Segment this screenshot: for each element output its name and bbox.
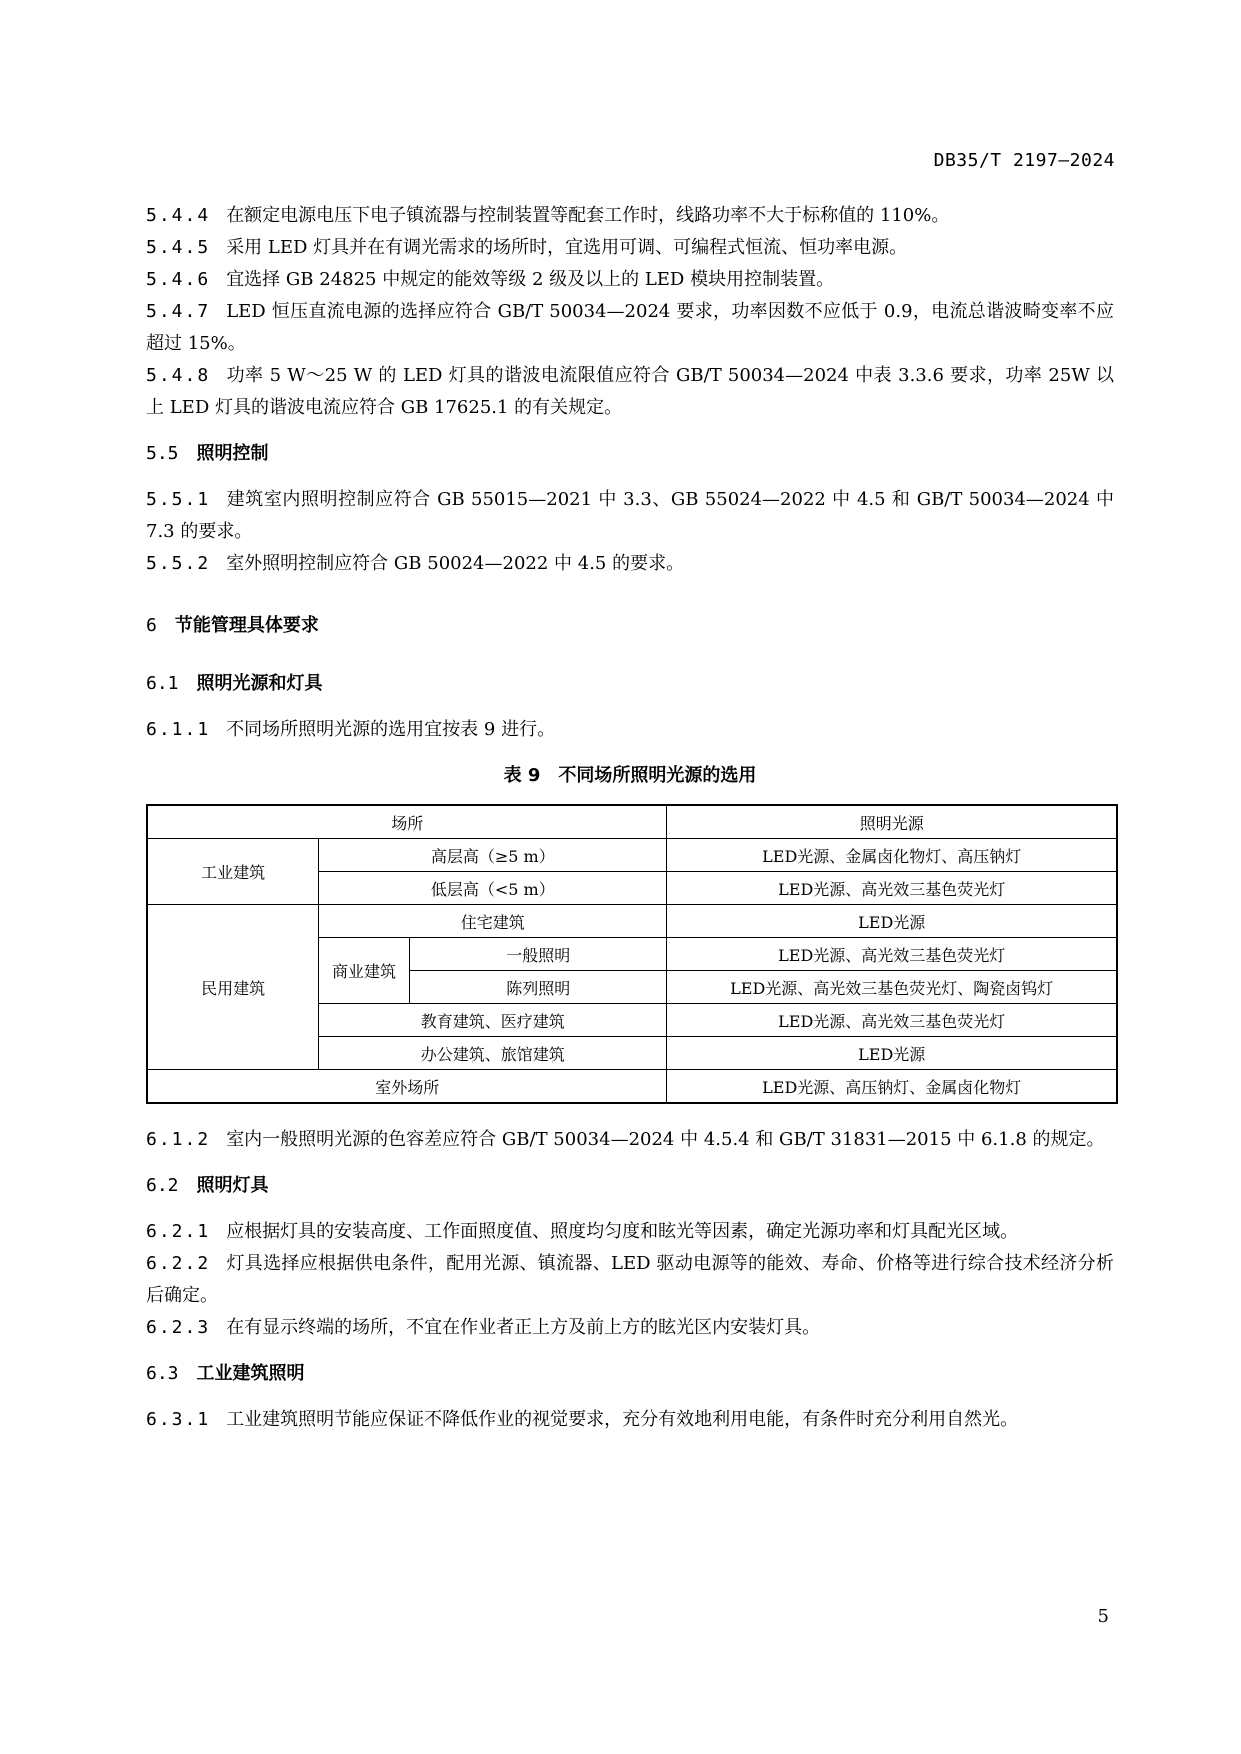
table-cell-outdoor: 室外场所 bbox=[147, 1070, 667, 1104]
table-9-caption bbox=[146, 760, 1114, 792]
clause-number: 6.2.1 bbox=[146, 1221, 211, 1242]
clause-6-2-3 bbox=[146, 1312, 1114, 1344]
clause-number: 6.1.2 bbox=[146, 1129, 211, 1150]
heading-number: 6 bbox=[146, 615, 157, 636]
clause-number: 5.5.2 bbox=[146, 553, 211, 574]
table-cell: LED光源 bbox=[667, 905, 1117, 938]
heading-6-1 bbox=[146, 668, 1114, 700]
table-caption-title: 不同场所照明光源的选用 bbox=[558, 765, 757, 786]
clause-text: 应根据灯具的安装高度、工作面照度值、照度均匀度和眩光等因素，确定光源功率和灯具配光区域。 bbox=[226, 1221, 1019, 1242]
clause-text: LED 恒压直流电源的选择应符合 GB/T 50034—2024 要求，功率因数不应低于 0.9，电流总谐波畸变率不应超过 15%。 bbox=[146, 301, 1114, 354]
clause-text: 宜选择 GB 24825 中规定的能效等级 2 级及以上的 LED 模块用控制装置。 bbox=[226, 269, 835, 290]
clause-6-1-2 bbox=[146, 1124, 1114, 1156]
clause-number: 6.3.1 bbox=[146, 1409, 211, 1430]
page-number: 5 bbox=[1097, 1606, 1109, 1627]
heading-title: 节能管理具体要求 bbox=[174, 615, 319, 636]
clause-text: 在有显示终端的场所，不宜在作业者正上方及前上方的眩光区内安装灯具。 bbox=[226, 1317, 821, 1338]
heading-6 bbox=[146, 610, 1114, 642]
table-cell-industrial: 工业建筑 bbox=[147, 839, 319, 905]
clause-text: 室外照明控制应符合 GB 50024—2022 中 4.5 的要求。 bbox=[226, 553, 685, 574]
clause-number: 6.2.3 bbox=[146, 1317, 211, 1338]
clause-number: 5.4.7 bbox=[146, 301, 211, 322]
table-cell: LED光源、金属卤化物灯、高压钠灯 bbox=[667, 839, 1117, 872]
clause-text: 室内一般照明光源的色容差应符合 GB/T 50034—2024 中 4.5.4 和 GB/T 31831—2015 中 6.1.8 的规定。 bbox=[226, 1129, 1105, 1150]
clause-number: 5.4.8 bbox=[146, 365, 211, 386]
clause-number: 5.4.4 bbox=[146, 205, 211, 226]
heading-number: 6.2 bbox=[146, 1175, 179, 1196]
table-row bbox=[147, 839, 1117, 872]
heading-6-3 bbox=[146, 1358, 1114, 1390]
clause-5-4-7 bbox=[146, 296, 1114, 360]
content bbox=[146, 200, 1114, 1436]
clause-6-3-1 bbox=[146, 1404, 1114, 1436]
clause-number: 5.4.6 bbox=[146, 269, 211, 290]
table-header-row bbox=[147, 805, 1117, 839]
table-cell: 办公建筑、旅馆建筑 bbox=[319, 1037, 667, 1070]
table-cell: 一般照明 bbox=[409, 938, 666, 971]
table-header-source: 照明光源 bbox=[667, 805, 1117, 839]
clause-text: 不同场所照明光源的选用宜按表 9 进行。 bbox=[226, 719, 556, 740]
clause-5-4-6 bbox=[146, 264, 1114, 296]
table-cell: 住宅建筑 bbox=[319, 905, 667, 938]
table-cell: LED光源、高光效三基色荧光灯、陶瓷卤钨灯 bbox=[667, 971, 1117, 1004]
clause-number: 6.1.1 bbox=[146, 719, 211, 740]
clause-6-2-1 bbox=[146, 1216, 1114, 1248]
heading-number: 5.5 bbox=[146, 443, 179, 464]
table-cell: 教育建筑、医疗建筑 bbox=[319, 1004, 667, 1037]
heading-title: 照明灯具 bbox=[196, 1175, 269, 1196]
table-cell: LED光源、高光效三基色荧光灯 bbox=[667, 872, 1117, 905]
clause-5-4-8 bbox=[146, 360, 1114, 424]
clause-text: 建筑室内照明控制应符合 GB 55015—2021 中 3.3、GB 55024—2022 中 4.5 和 GB/T 50034—2024 中 7.3 的要求。 bbox=[146, 489, 1114, 542]
table-row bbox=[147, 905, 1117, 938]
table-cell-civil: 民用建筑 bbox=[147, 905, 319, 1070]
table-caption-number: 表 9 bbox=[503, 765, 541, 786]
heading-number: 6.3 bbox=[146, 1363, 179, 1384]
table-cell-commercial: 商业建筑 bbox=[319, 938, 410, 1004]
clause-6-1-1 bbox=[146, 714, 1114, 746]
heading-title: 照明控制 bbox=[196, 443, 269, 464]
clause-text: 工业建筑照明节能应保证不降低作业的视觉要求，充分有效地利用电能，有条件时充分利用自然光。 bbox=[226, 1409, 1019, 1430]
table-cell: 低层高（<5 m） bbox=[319, 872, 667, 905]
heading-6-2 bbox=[146, 1170, 1114, 1202]
clause-number: 6.2.2 bbox=[146, 1253, 211, 1274]
table-9 bbox=[146, 804, 1118, 1104]
clause-5-5-1 bbox=[146, 484, 1114, 548]
table-cell: LED光源、高压钠灯、金属卤化物灯 bbox=[667, 1070, 1117, 1104]
clause-number: 5.4.5 bbox=[146, 237, 211, 258]
table-header-place: 场所 bbox=[147, 805, 667, 839]
table-row bbox=[147, 1070, 1117, 1104]
heading-title: 工业建筑照明 bbox=[196, 1363, 305, 1384]
table-cell: LED光源 bbox=[667, 1037, 1117, 1070]
clause-text: 采用 LED 灯具并在有调光需求的场所时，宜选用可调、可编程式恒流、恒功率电源。 bbox=[226, 237, 908, 258]
table-cell: LED光源、高光效三基色荧光灯 bbox=[667, 938, 1117, 971]
clause-5-5-2 bbox=[146, 548, 1114, 580]
table-cell: LED光源、高光效三基色荧光灯 bbox=[667, 1004, 1117, 1037]
clause-text: 功率 5 W～25 W 的 LED 灯具的谐波电流限值应符合 GB/T 50034—2024 中表 3.3.6 要求，功率 25W 以上 LED 灯具的谐波电流应符合 GB 17625.1 的有关规定。 bbox=[146, 365, 1114, 418]
clause-5-4-5 bbox=[146, 232, 1114, 264]
clause-6-2-2 bbox=[146, 1248, 1114, 1312]
clause-5-4-4 bbox=[146, 200, 1114, 232]
heading-5-5 bbox=[146, 438, 1114, 470]
clause-text: 在额定电源电压下电子镇流器与控制装置等配套工作时，线路功率不大于标称值的 110%。 bbox=[226, 205, 950, 226]
clause-number: 5.5.1 bbox=[146, 489, 211, 510]
table-cell: 陈列照明 bbox=[409, 971, 666, 1004]
table-cell: 高层高（≥5 m） bbox=[319, 839, 667, 872]
document-code: DB35/T 2197—2024 bbox=[933, 150, 1115, 171]
heading-title: 照明光源和灯具 bbox=[196, 673, 323, 694]
clause-text: 灯具选择应根据供电条件，配用光源、镇流器、LED 驱动电源等的能效、寿命、价格等进行综合技术经济分析后确定。 bbox=[146, 1253, 1114, 1306]
heading-number: 6.1 bbox=[146, 673, 179, 694]
